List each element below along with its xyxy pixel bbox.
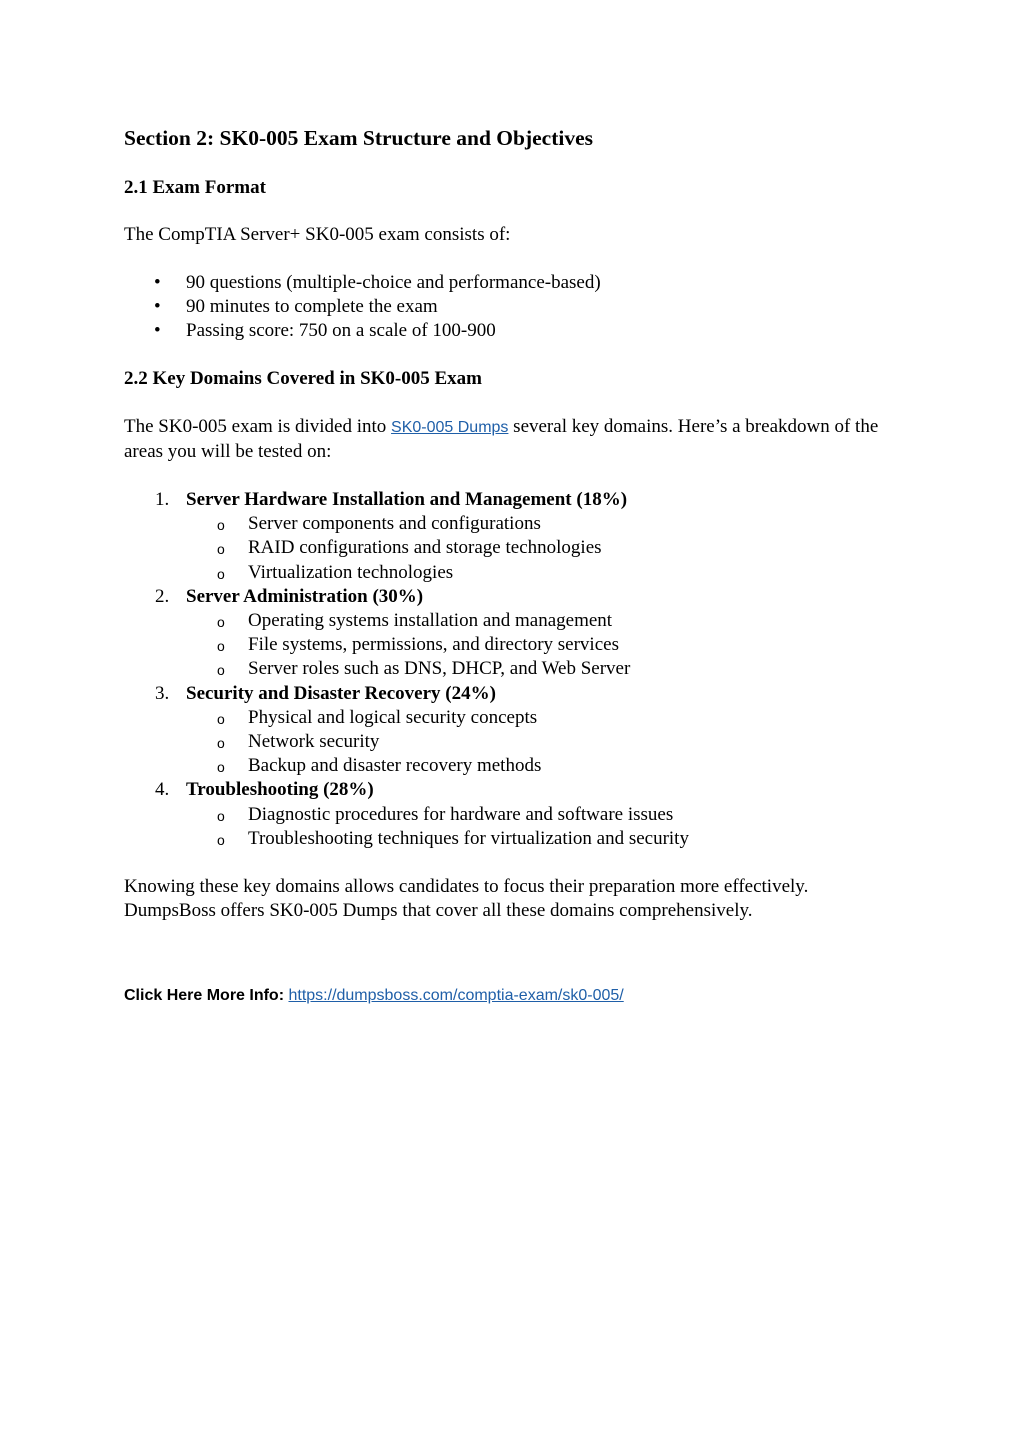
exam-format-intro: The CompTIA Server+ SK0-005 exam consists of: (124, 224, 511, 245)
sub-item (124, 754, 904, 778)
domain-number: 4. (155, 779, 170, 801)
circle-bullet-icon: o (217, 831, 225, 848)
domain-sublist (186, 512, 904, 585)
domain-sublist (186, 803, 904, 851)
domain-number: 3. (155, 682, 170, 704)
sub-item-text: Virtualization technologies (248, 561, 454, 583)
list-item-text: 90 questions (multiple-choice and performance-based) (186, 272, 601, 293)
sub-item-text: Operating systems installation and management (248, 610, 613, 632)
circle-bullet-icon: o (217, 541, 225, 558)
sub-item (124, 561, 904, 585)
bullet-icon: • (154, 296, 161, 317)
sub-item (124, 706, 904, 730)
domain-title: Server Administration (30%) (186, 585, 424, 607)
domain-number: 1. (155, 489, 170, 510)
exam-format-list (124, 271, 904, 343)
sk0-005-dumps-link[interactable]: SK0-005 Dumps (391, 419, 509, 436)
document-page (124, 124, 904, 1007)
domain-sublist (186, 609, 904, 682)
sub-item-text: Server roles such as DNS, DHCP, and Web Server (248, 658, 631, 680)
circle-bullet-icon: o (217, 710, 225, 727)
domain-title: Security and Disaster Recovery (24%) (186, 682, 496, 704)
circle-bullet-icon: o (217, 565, 225, 582)
list-item (124, 319, 904, 343)
sub-item-text: RAID configurations and storage technologies (248, 537, 602, 559)
domain-number: 2. (155, 585, 170, 607)
list-item (124, 271, 904, 295)
list-item (124, 295, 904, 319)
sub-item-text: Physical and logical security concepts (248, 706, 538, 728)
sub-item (124, 730, 904, 754)
sub-item (124, 803, 904, 827)
domain-list (124, 488, 904, 851)
domain-item (124, 778, 904, 851)
sub-item-text: Troubleshooting techniques for virtualization and security (248, 827, 689, 849)
circle-bullet-icon: o (217, 638, 225, 655)
sub-item-text: File systems, permissions, and directory services (248, 634, 619, 656)
domain-title: Troubleshooting (28%) (186, 779, 374, 801)
domain-item (124, 682, 904, 779)
exam-format-heading: 2.1 Exam Format (124, 177, 266, 198)
sub-item-text: Backup and disaster recovery methods (248, 755, 542, 777)
sub-item-text: Server components and configurations (248, 513, 541, 535)
circle-bullet-icon: o (217, 662, 225, 679)
sub-item (124, 827, 904, 851)
list-item-text: Passing score: 750 on a scale of 100-900 (186, 320, 496, 341)
more-info-line (124, 985, 904, 1007)
bullet-icon: • (154, 272, 161, 293)
sub-item (124, 609, 904, 633)
list-item-text: 90 minutes to complete the exam (186, 296, 438, 317)
more-info-label: Click Here More Info: (124, 987, 285, 1005)
closing-paragraph: Knowing these key domains allows candidates to focus their preparation more effectively. DumpsBoss offers SK0-005 Dumps that cover all these domains comprehensively. (124, 876, 809, 922)
sub-item (124, 512, 904, 536)
circle-bullet-icon: o (217, 735, 225, 752)
sub-item-text: Network security (248, 731, 380, 753)
section-heading: Section 2: SK0-005 Exam Structure and Objectives (124, 126, 593, 150)
circle-bullet-icon: o (217, 614, 225, 631)
sub-item (124, 633, 904, 657)
more-info-link[interactable]: https://dumpsboss.com/comptia-exam/sk0-005/ (288, 987, 624, 1005)
sub-item-text: Diagnostic procedures for hardware and software issues (248, 803, 674, 825)
domain-item (124, 488, 904, 585)
circle-bullet-icon: o (217, 759, 225, 776)
domain-title: Server Hardware Installation and Management (18%) (186, 489, 628, 510)
circle-bullet-icon: o (217, 807, 225, 824)
domain-sublist (186, 706, 904, 779)
intro-text-start: The SK0-005 exam is divided into (124, 416, 392, 437)
sub-item (124, 657, 904, 681)
sub-item (124, 536, 904, 560)
domain-item (124, 585, 904, 682)
circle-bullet-icon: o (217, 517, 225, 534)
intro-text-end: several key domains. Here’s a breakdown of the areas you will be tested on: (124, 416, 879, 462)
bullet-icon: • (154, 320, 161, 341)
key-domains-heading: 2.2 Key Domains Covered in SK0-005 Exam (124, 368, 483, 389)
key-domains-intro (124, 415, 904, 464)
